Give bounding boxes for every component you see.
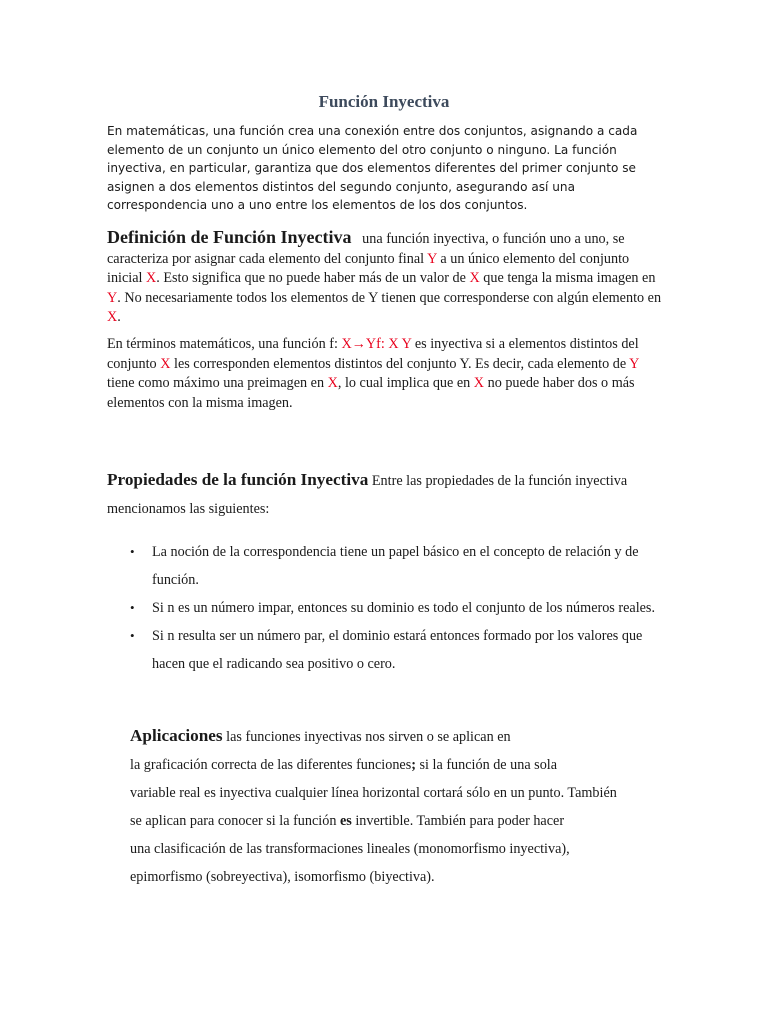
applications-line [130, 751, 660, 779]
bullet-icon: • [130, 600, 135, 615]
math-text: tiene como máximo una preimagen en [107, 375, 325, 392]
definition-text: a un único elemento del conjunto inicial [107, 250, 630, 287]
applications-line: epimorfismo (sobreyectiva), isomorfismo (biyectiva). [130, 869, 435, 885]
applications-line [130, 722, 660, 751]
list-item-text: Si n resulta ser un número par, el dominio estará entonces formado por los valores que hacen que el radicando sea positivo o cero. [152, 628, 643, 672]
math-text: les corresponden elementos distintos del conjunto Y. Es decir, cada elemento de [174, 355, 627, 372]
set-y-symbol: Y [427, 250, 437, 267]
list-item-text: Si n es un número impar, entonces su dominio es todo el conjunto de los números reales. [152, 600, 655, 616]
math-paragraph [107, 335, 663, 413]
applications-line: una clasificación de las transformaciones lineales (monomorfismo inyectiva), [130, 841, 570, 857]
definition-text: . Esto significa que no puede haber más de un valor de [156, 270, 466, 287]
applications-line: variable real es inyectiva cualquier línea horizontal cortará sólo en un punto. También [130, 785, 617, 801]
bullet-icon: • [130, 544, 135, 559]
page-title: Función Inyectiva [318, 92, 450, 111]
definition-paragraph [107, 228, 663, 328]
math-text: no puede haber dos o más elementos con la misma imagen. [107, 375, 635, 411]
applications-text: invertible. También para poder hacer [355, 813, 565, 829]
set-x-symbol: X [469, 270, 480, 287]
function-formula: X→Yf: X Y [341, 336, 412, 352]
list-item [130, 538, 660, 594]
applications-text: la graficación correcta de las diferentes funciones [130, 757, 412, 773]
set-x-symbol: X [473, 375, 485, 392]
set-x-symbol: X [327, 375, 338, 392]
list-item [130, 594, 660, 622]
bullet-icon: • [130, 628, 135, 643]
applications-line [130, 807, 660, 835]
definition-text: . [117, 309, 121, 326]
definition-text: una función inyectiva, o función uno a uno, se caracteriza por asignar cada elemento del conjunto final [107, 231, 625, 267]
properties-list [130, 538, 660, 678]
applications-text: las funciones inyectivas nos sirven o se aplican en [226, 729, 511, 745]
applications-heading: Aplicaciones [130, 726, 223, 745]
properties-heading: Propiedades de la función Inyectiva [107, 470, 369, 489]
set-x-symbol: X [160, 355, 171, 372]
list-item [130, 622, 660, 678]
definition-heading: Definición de Función Inyectiva [107, 227, 352, 247]
definition-text: que tenga la misma imagen en [483, 270, 656, 287]
properties-text: Entre las propiedades de la función inyectiva mencionamos las siguientes: [107, 473, 628, 517]
math-text: es inyectiva si a elementos distintos del conjunto [107, 336, 639, 372]
list-item-text: La noción de la correspondencia tiene un papel básico en el concepto de relación y de función. [152, 544, 639, 588]
applications-bold: es [339, 813, 352, 829]
applications-text: se aplican para conocer si la función [130, 813, 337, 829]
intro-paragraph: En matemáticas, una función crea una conexión entre dos conjuntos, asignando a cada elemento de un conjunto un único elemento del otro conjunto o ninguno. La función inyectiva, en particular, garantiza que dos elementos diferentes del primer conjunto se asignen a dos elementos distintos del segundo conjunto, asegurando así una correspondencia uno a uno entre los elementos de los dos conjuntos. [107, 124, 638, 213]
math-text: , lo cual implica que en [337, 375, 471, 392]
applications-bold: ; [411, 757, 416, 773]
set-x-symbol: X [107, 309, 118, 326]
set-y-symbol: Y [107, 289, 118, 306]
set-x-symbol: X [146, 270, 157, 287]
properties-paragraph [107, 466, 667, 523]
definition-text: . No necesariamente todos los elementos de Y tienen que corresponderse con algún elemento en [117, 289, 662, 306]
applications-text: si la función de una sola [419, 757, 558, 773]
math-text: En términos matemáticos, una función f: [107, 336, 338, 352]
set-y-symbol: Y [629, 355, 639, 372]
applications-paragraph [130, 722, 660, 891]
